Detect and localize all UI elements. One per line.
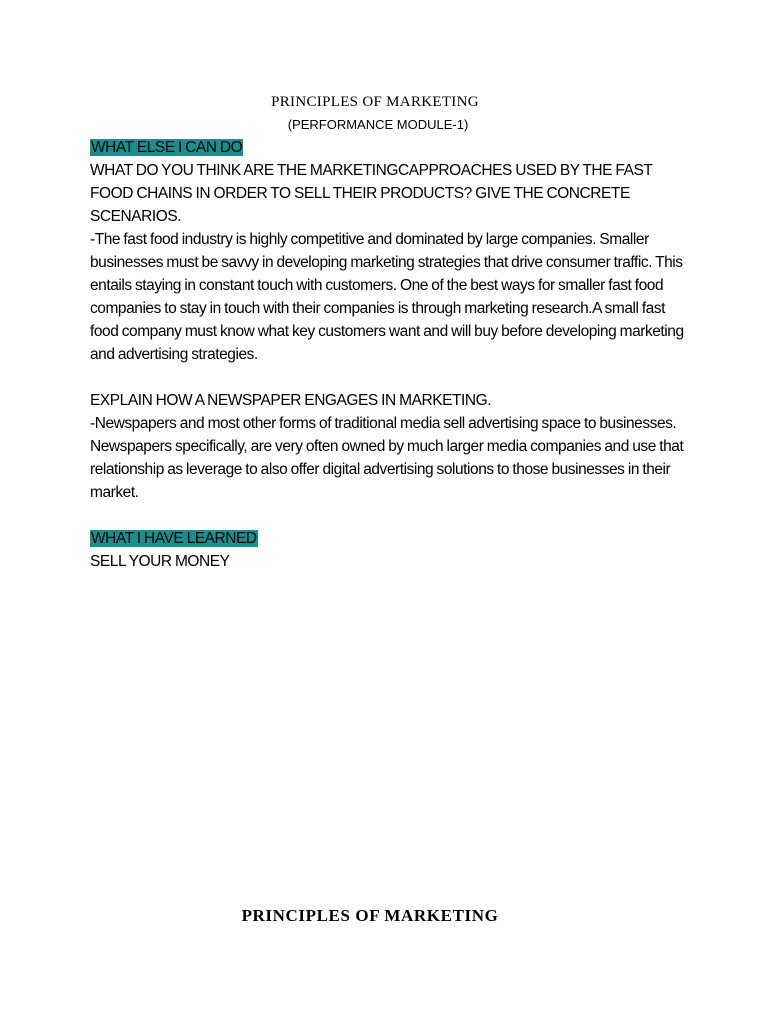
section-heading-what-else: WHAT ELSE I CAN DO bbox=[91, 139, 243, 156]
page-subtitle: (PERFORMANCE MODULE-1) bbox=[287, 117, 469, 132]
footer-title: PRINCIPLES OF MARKETING bbox=[241, 906, 499, 925]
answer-newspaper: -Newspapers and most other forms of traditional media sell advertising space to businesses. Newspapers specifically, are very often owned by much larger media companies and use that relationship as leverage to also offer digital advertising solutions to those businesses in their market. bbox=[90, 415, 684, 501]
paragraph-gap bbox=[90, 366, 690, 389]
document-body bbox=[90, 136, 690, 573]
question-newspaper: EXPLAIN HOW A NEWSPAPER ENGAGES IN MARKETING. bbox=[90, 392, 492, 409]
paragraph-gap bbox=[90, 504, 690, 527]
answer-fast-food: -The fast food industry is highly competitive and dominated by large companies. Smaller businesses must be savvy in developing marketing strategies that drive consumer traffic. This entails staying in constant touch with customers. One of the best ways for smaller fast food companies to stay in touch with their companies is through marketing research.A small fast food company must know what key customers want and will buy before developing marketing and advertising strategies. bbox=[90, 231, 684, 363]
page-title: PRINCIPLES OF MARKETING bbox=[271, 94, 479, 110]
section-heading-learned: WHAT I HAVE LEARNED bbox=[91, 530, 257, 547]
answer-learned: SELL YOUR MONEY bbox=[90, 553, 230, 570]
question-fast-food: WHAT DO YOU THINK ARE THE MARKETINGCAPPROACHES USED BY THE FAST FOOD CHAINS IN ORDER TO SELL THEIR PRODUCTS? GIVE THE CONCRETE SCENARIOS. bbox=[90, 162, 653, 225]
